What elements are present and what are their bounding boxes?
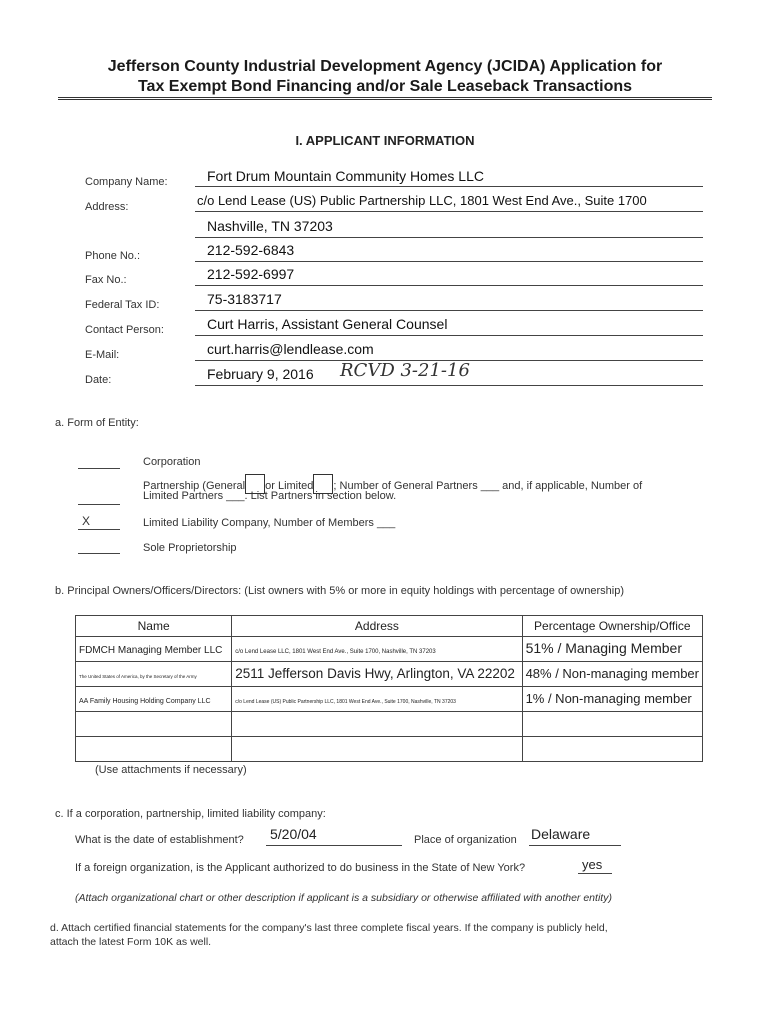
phone-value: 212-592-6843 — [207, 242, 295, 258]
address-underline2 — [195, 237, 703, 238]
partnership-text-2: or Limited — [265, 480, 314, 492]
company-label: Company Name: — [85, 176, 168, 188]
contact-value: Curt Harris, Assistant General Counsel — [207, 316, 448, 332]
owner-percentage: 48% / Non-managing member — [525, 666, 699, 681]
company-value: Fort Drum Mountain Community Homes LLC — [207, 168, 484, 184]
table-row — [76, 712, 703, 737]
establishment-underline — [266, 845, 402, 846]
title-rule — [58, 97, 712, 100]
corporation-option: Corporation — [143, 456, 201, 468]
partnership-line2: Limited Partners ___. List Partners in section below. — [143, 490, 397, 502]
llc-option: Limited Liability Company, Number of Members ___ — [143, 517, 396, 529]
sole-option: Sole Proprietorship — [143, 542, 237, 554]
place-answer: Delaware — [531, 826, 591, 842]
partnership-blank — [78, 504, 120, 505]
place-question: Place of organization — [414, 834, 517, 846]
date-underline — [195, 385, 703, 386]
header-percentage: Percentage Ownership/Office — [522, 616, 702, 637]
date-label: Date: — [85, 374, 112, 386]
attach-note: (Attach organizational chart or other description if applicant is a subsidiary or otherwise affiliated with another entity) — [75, 892, 612, 904]
address-underline1 — [195, 211, 703, 212]
fax-label: Fax No.: — [85, 274, 127, 286]
email-value: curt.harris@lendlease.com — [207, 341, 374, 357]
owner-address: c/o Lend Lease LLC, 1801 West End Ave., Suite 1700, Nashville, TN 37203 — [235, 649, 436, 655]
email-label: E-Mail: — [85, 349, 120, 361]
section-d-line2: attach the latest Form 10K as well. — [50, 936, 212, 948]
owners-label: b. Principal Owners/Officers/Directors: (List owners with 5% or more in equity holdings with percentage of ownership) — [55, 585, 624, 597]
contact-underline — [195, 335, 703, 336]
header-address: Address — [232, 616, 522, 637]
owner-address: 2511 Jefferson Davis Hwy, Arlington, VA 22202 — [235, 666, 515, 681]
owner-name: The United States of America, by the Secretary of the Army — [79, 674, 197, 679]
taxid-label: Federal Tax ID: — [85, 299, 160, 311]
address-label: Address: — [85, 201, 129, 213]
section-c-label: c. If a corporation, partnership, limited liability company: — [55, 808, 326, 820]
company-underline — [195, 186, 703, 187]
establishment-question: What is the date of establishment? — [75, 834, 244, 846]
table-header-row — [76, 616, 703, 637]
fax-underline — [195, 285, 703, 286]
owner-percentage: 51% / Managing Member — [525, 640, 682, 656]
owner-name: FDMCH Managing Member LLC — [79, 645, 223, 656]
entity-label: a. Form of Entity: — [55, 417, 139, 429]
contact-label: Contact Person: — [85, 324, 164, 336]
partnership-text-3: ; Number of General Partners ___ and, if applicable, Number of — [333, 480, 643, 492]
llc-mark: X — [82, 514, 91, 528]
section-heading: I. APPLICANT INFORMATION — [295, 133, 475, 148]
header-name: Name — [76, 616, 232, 637]
attachments-note: (Use attachments if necessary) — [95, 764, 247, 776]
place-underline — [529, 845, 621, 846]
llc-blank — [78, 529, 120, 530]
owners-table — [75, 615, 703, 762]
corporation-blank — [78, 468, 120, 469]
table-row — [76, 737, 703, 762]
owner-address: c/o Lend Lease (US) Public Partnership LLC, 1801 West End Ave., Suite 1700, Nashville, TN 37203 — [235, 699, 456, 705]
address-line1: c/o Lend Lease (US) Public Partnership LLC, 1801 West End Ave., Suite 1700 — [197, 193, 647, 208]
table-row — [76, 637, 703, 662]
establishment-answer: 5/20/04 — [270, 826, 317, 842]
table-row — [76, 662, 703, 687]
section-d-line1: d. Attach certified financial statements for the company's last three complete fiscal years. If the company is publicly held, — [50, 922, 608, 934]
document-title-line1: Jefferson County Industrial Development Agency (JCIDA) Application for — [107, 58, 663, 75]
taxid-underline — [195, 310, 703, 311]
foreign-answer: yes — [582, 857, 603, 872]
foreign-underline — [578, 873, 612, 874]
owner-percentage: 1% / Non-managing member — [525, 691, 692, 706]
partnership-text-1: Partnership (General — [143, 480, 246, 492]
phone-underline — [195, 261, 703, 262]
table-row — [76, 687, 703, 712]
date-value: February 9, 2016 — [207, 366, 314, 382]
sole-blank — [78, 553, 120, 554]
fax-value: 212-592-6997 — [207, 266, 295, 282]
address-line2: Nashville, TN 37203 — [207, 218, 333, 234]
document-title-line2: Tax Exempt Bond Financing and/or Sale Leaseback Transactions — [137, 78, 633, 95]
received-stamp: RCVD 3-21-16 — [340, 360, 470, 381]
phone-label: Phone No.: — [85, 250, 141, 262]
owner-name: AA Family Housing Holding Company LLC — [79, 698, 211, 705]
taxid-value: 75-3183717 — [207, 291, 282, 307]
foreign-question: If a foreign organization, is the Applicant authorized to do business in the State of New York? — [75, 862, 526, 874]
